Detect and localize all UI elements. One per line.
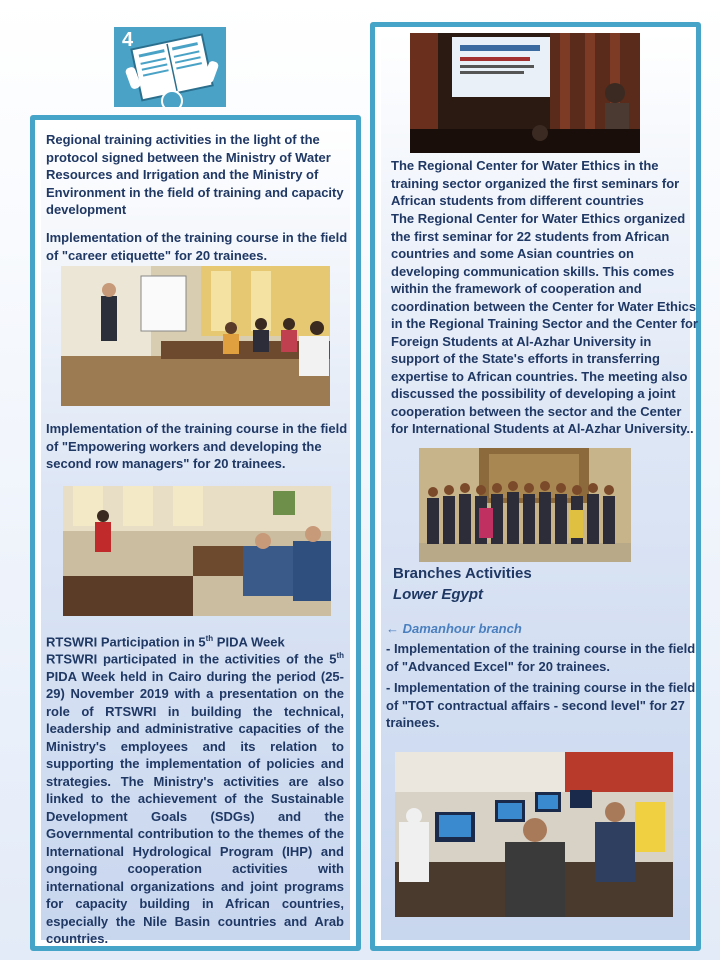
water-ethics-intro: The Regional Center for Water Ethics in the training sector organized the first seminars for African students from different countries: [391, 158, 680, 208]
section-number-badge: [114, 27, 226, 107]
region-lower-egypt: Lower Egypt: [393, 586, 484, 603]
left-heading-career-etiquette: Implementation of the training course in the field of "career etiquette" for 20 trainees.: [46, 230, 348, 263]
pida-week-title: RTSWRI Participation in 5th PIDA Week: [46, 634, 285, 650]
branches-activities-title: Branches Activities: [393, 565, 532, 582]
photo-computer-lab-training: [395, 752, 673, 917]
branch-item-advanced-excel: - Implementation of the training course in the field of "Advanced Excel" for 20 trainees.: [386, 641, 696, 674]
pida-week-body: RTSWRI participated in the activities of the 5th PIDA Week held in Cairo during the period (25-29) November 2019 with a presentation on the role of RTSWRI in building the technical, leadership and administrative capacities of the Ministry's employees and its relation to supporting the implementation of policies and strategies. The Ministry's activities are also linked to the achievement of the Sustainable Development Goals (SDGs) and the Governmental contribution to the themes of the International Hydrological Program (IHP) and ongoing cooperation activities with international organizations and joint programs for capacity building in African countries, especially the Nile Basin countries and Arab countries.: [46, 651, 344, 947]
branch-item-tot-contractual: - Implementation of the training course in the field of "TOT contractual affairs - second level" for 27 trainees.: [386, 680, 696, 730]
section-number: 4: [122, 29, 134, 51]
damanhour-branch-link: ← Damanhour branch: [386, 621, 522, 636]
left-heading-empowering-workers: Implementation of the training course in the field of "Empowering workers and developing the second row managers" for 20 trainees.: [46, 421, 348, 471]
photo-empowering-workers-training: [63, 486, 331, 616]
photo-career-etiquette-training: [61, 266, 330, 406]
photo-african-students-group: [419, 448, 631, 562]
newspaper-reader-icon: [114, 27, 226, 107]
photo-seminar-projection: [410, 33, 640, 153]
water-ethics-seminar-body: The Regional Center for Water Ethics organized the first seminar for 22 students from African countries and some Asian countries on developing communication skills. This comes within the framework of cooperation and coordination between the Center for Water Ethics in the Regional Training Sector and the Center for Foreign Students at Al-Azhar University in support of the State's efforts in transferring expertise to African countries. The meeting also discussed the possibility of developing a joint cooperation between the sector and the Center for International Students at Al-Azhar University..: [391, 211, 698, 436]
left-heading-protocol: Regional training activities in the light of the protocol signed between the Ministry of Water Resources and Irrigation and the Ministry of Environment in the field of training and capacity development: [46, 132, 344, 217]
